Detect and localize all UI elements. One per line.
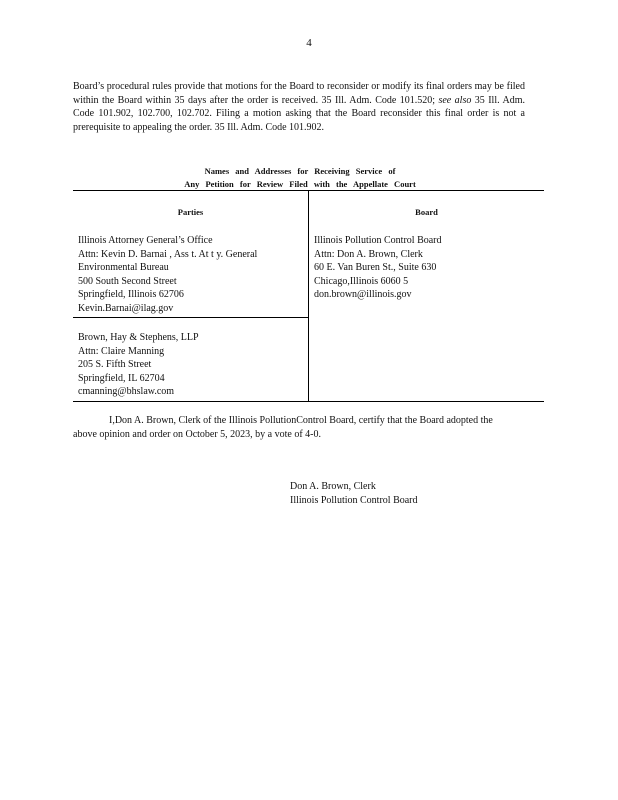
party-brown-hay-stephens-address [78,331,199,399]
column-divider [308,191,309,401]
clerk-certification: I,Don A. Brown, Clerk of the Illinois PollutionControl Board, certify that the Board adopted the above opinion and order on October 5, 2023, by a vote of 4-0. [73,415,493,440]
email-address: cmanning@bhslaw.com [78,386,175,397]
signature-block [290,480,418,508]
signature-organization: Illinois Pollution Control Board [290,495,418,506]
see-also-citation-signal: see also [438,94,472,106]
service-heading [150,165,450,191]
row-divider [73,317,308,318]
parties-header: Parties [177,207,204,217]
address-line: 60 E. Van Buren St., Suite 630 [314,262,437,273]
address-line: 500 South Second Street [78,275,177,287]
address-line: Illinois Pollution Control Board [314,235,442,246]
party-attorney-general-address [78,234,257,315]
address-line: Attn: Don A. Brown, Clerk [314,248,423,260]
reconsideration-text-a: Board’s procedural rules provide that motions for the Board to reconsider or modify its final orders may be filed within the Board within 35 days after the order is received. 35 Ill. Adm. Code 101.520; [73,81,525,106]
reconsideration-paragraph [73,80,525,134]
address-line: Attn: Kevin D. Barnai , Ass t. At t y. General [78,248,258,260]
address-line: Environmental Bureau [78,262,169,273]
signature-name: Don A. Brown, Clerk [290,481,376,492]
reconsideration-text-b: 35 Ill. Adm. Code 101.902, 102.700, 102.702. Filing a motion asking that the Board reconsider this final order is not a prerequisite to appealing the order. 35 Ill. Adm. Code 101.902. [73,94,525,133]
address-line: Illinois Attorney General’s Office [78,235,213,246]
email-address: don.brown@illinois.gov [314,289,412,300]
address-line: Brown, Hay & Stephens, LLP [78,332,199,343]
address-line: 205 S. Fifth Street [78,359,152,370]
address-line: Attn: Claire Manning [78,345,165,357]
service-heading-line2: Any Petition for Review Filed with the Appellate Court [184,179,416,189]
board-header: Board [415,207,438,217]
service-heading-line1: Names and Addresses for Receiving Service of [204,166,396,176]
page-number: 4 [306,37,312,49]
email-address: Kevin.Barnai@ilag.gov [78,302,174,314]
address-line: Springfield, Illinois 62706 [78,289,184,300]
address-line: Springfield, IL 62704 [78,372,165,384]
address-line: Chicago,Illinois 6060 5 [314,275,409,287]
board-address [314,234,442,302]
service-table [73,190,544,402]
